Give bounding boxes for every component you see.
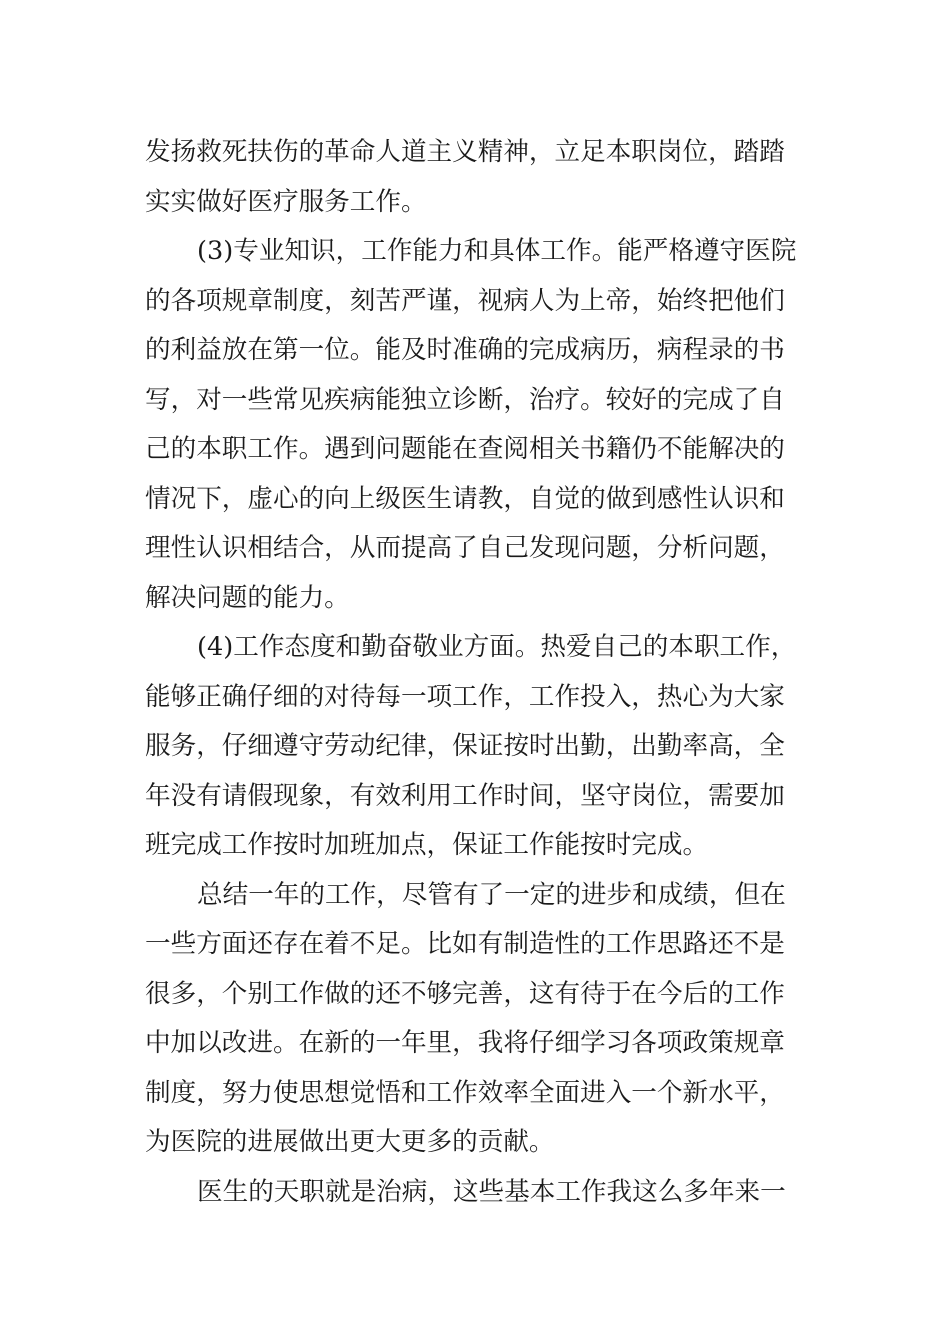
body-text (145, 128, 810, 1217)
text-line: 医生的天职就是治病，这些基本工作我这么多年来一 (197, 1176, 786, 1207)
text-line: 很多，个别工作做的还不够完善，这有待于在今后的工作 (145, 978, 785, 1009)
paragraph-5 (145, 1168, 810, 1218)
text-line: 发扬救死扶伤的革命人道主义精神，立足本职岗位，踏踏 (145, 137, 785, 167)
paragraph-1 (145, 128, 810, 227)
paragraph-2 (145, 227, 810, 623)
text-line: 总结一年的工作，尽管有了一定的进步和成绩，但在 (197, 879, 786, 910)
text-line: 服务，仔细遵守劳动纪律，保证按时出勤，出勤率高，全 (145, 731, 785, 761)
text-line: 己的本职工作。遇到问题能在查阅相关书籍仍不能解决的 (145, 434, 785, 464)
text-line: (3)专业知识，工作能力和具体工作。能严格遵守医院 (197, 236, 797, 266)
text-line: 一些方面还存在着不足。比如有制造性的工作思路还不是 (145, 929, 785, 959)
text-line: 为医院的进展做出更大更多的贡献。 (145, 1127, 555, 1157)
text-line: 理性认识相结合，从而提高了自己发现问题，分析问题， (145, 533, 785, 563)
text-line: 情况下，虚心的向上级医生请教，自觉的做到感性认识和 (145, 483, 785, 514)
text-line: (4)工作态度和勤奋敬业方面。热爱自己的本职工作， (197, 632, 797, 662)
text-line: 实实做好医疗服务工作。 (145, 186, 427, 217)
text-line: 的利益放在第一位。能及时准确的完成病历，病程录的书 (145, 335, 785, 365)
paragraph-3 (145, 623, 810, 871)
text-line: 的各项规章制度，刻苦严谨，视病人为上帝，始终把他们 (145, 285, 785, 316)
text-line: 年没有请假现象，有效利用工作时间，坚守岗位，需要加 (145, 780, 785, 811)
text-line: 制度，努力使思想觉悟和工作效率全面进入一个新水平， (145, 1077, 785, 1108)
text-line: 中加以改进。在新的一年里，我将仔细学习各项政策规章 (145, 1028, 785, 1058)
text-line: 班完成工作按时加班加点，保证工作能按时完成。 (145, 830, 709, 860)
text-line: 能够正确仔细的对待每一项工作，工作投入，热心为大家 (145, 681, 785, 712)
text-line: 写，对一些常见疾病能独立诊断，治疗。较好的完成了自 (145, 384, 785, 415)
text-line: 解决问题的能力。 (145, 582, 350, 613)
paragraph-4 (145, 871, 810, 1168)
